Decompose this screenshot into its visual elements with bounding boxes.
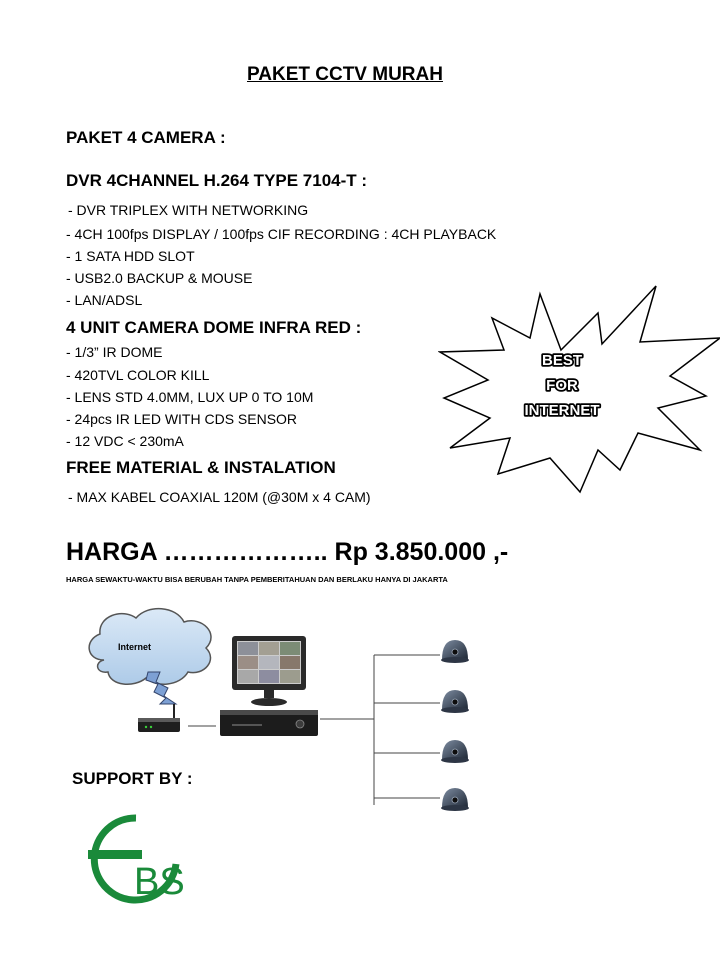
free-heading: FREE MATERIAL & INSTALATION (66, 458, 336, 477)
list-item: - DVR TRIPLEX WITH NETWORKING (68, 202, 309, 218)
logo-text: BS (134, 861, 185, 903)
badge-line: FOR (546, 377, 578, 394)
dome-camera-icon (441, 788, 469, 811)
list-item: - LENS STD 4.0MM, LUX UP 0 TO 10M (66, 389, 314, 405)
dome-camera-icon (441, 640, 469, 663)
list-item: - 4CH 100fps DISPLAY / 100fps CIF RECORDING : 4CH PLAYBACK (66, 226, 497, 242)
monitor-icon (232, 636, 306, 706)
badge-line: INTERNET (524, 402, 600, 419)
dvr-box-icon (220, 710, 318, 736)
price: HARGA ……………….. Rp 3.850.000 ,- (66, 538, 509, 566)
dome-camera-icon (441, 740, 469, 763)
camera-heading: 4 UNIT CAMERA DOME INFRA RED : (66, 318, 362, 337)
list-item: - USB2.0 BACKUP & MOUSE (66, 270, 253, 286)
router-icon (138, 704, 180, 732)
page-title: PAKET CCTV MURAH (247, 64, 443, 85)
support-label: SUPPORT BY : (72, 769, 193, 788)
list-item: - 1/3” IR DOME (66, 344, 163, 360)
list-item: - MAX KABEL COAXIAL 120M (@30M x 4 CAM) (68, 489, 371, 505)
logo-bar (88, 850, 142, 859)
list-item: - LAN/ADSL (66, 292, 143, 308)
cloud-label: Internet (118, 642, 152, 652)
starburst-shape (440, 286, 720, 492)
badge-line: BEST (541, 352, 583, 369)
company-logo (80, 812, 190, 908)
dome-camera-icon (441, 690, 469, 713)
starburst-badge (438, 268, 720, 494)
list-item: - 420TVL COLOR KILL (66, 367, 210, 383)
list-item: - 12 VDC < 230mA (66, 433, 184, 449)
list-item: - 1 SATA HDD SLOT (66, 248, 195, 264)
price-note: HARGA SEWAKTU-WAKTU BISA BERUBAH TANPA PEMBERITAHUAN DAN BERLAKU HANYA DI JAKARTA (66, 575, 448, 584)
dvr-heading: DVR 4CHANNEL H.264 TYPE 7104-T : (66, 171, 368, 190)
list-item: - 24pcs IR LED WITH CDS SENSOR (66, 411, 298, 427)
package-heading: PAKET 4 CAMERA : (66, 128, 226, 147)
